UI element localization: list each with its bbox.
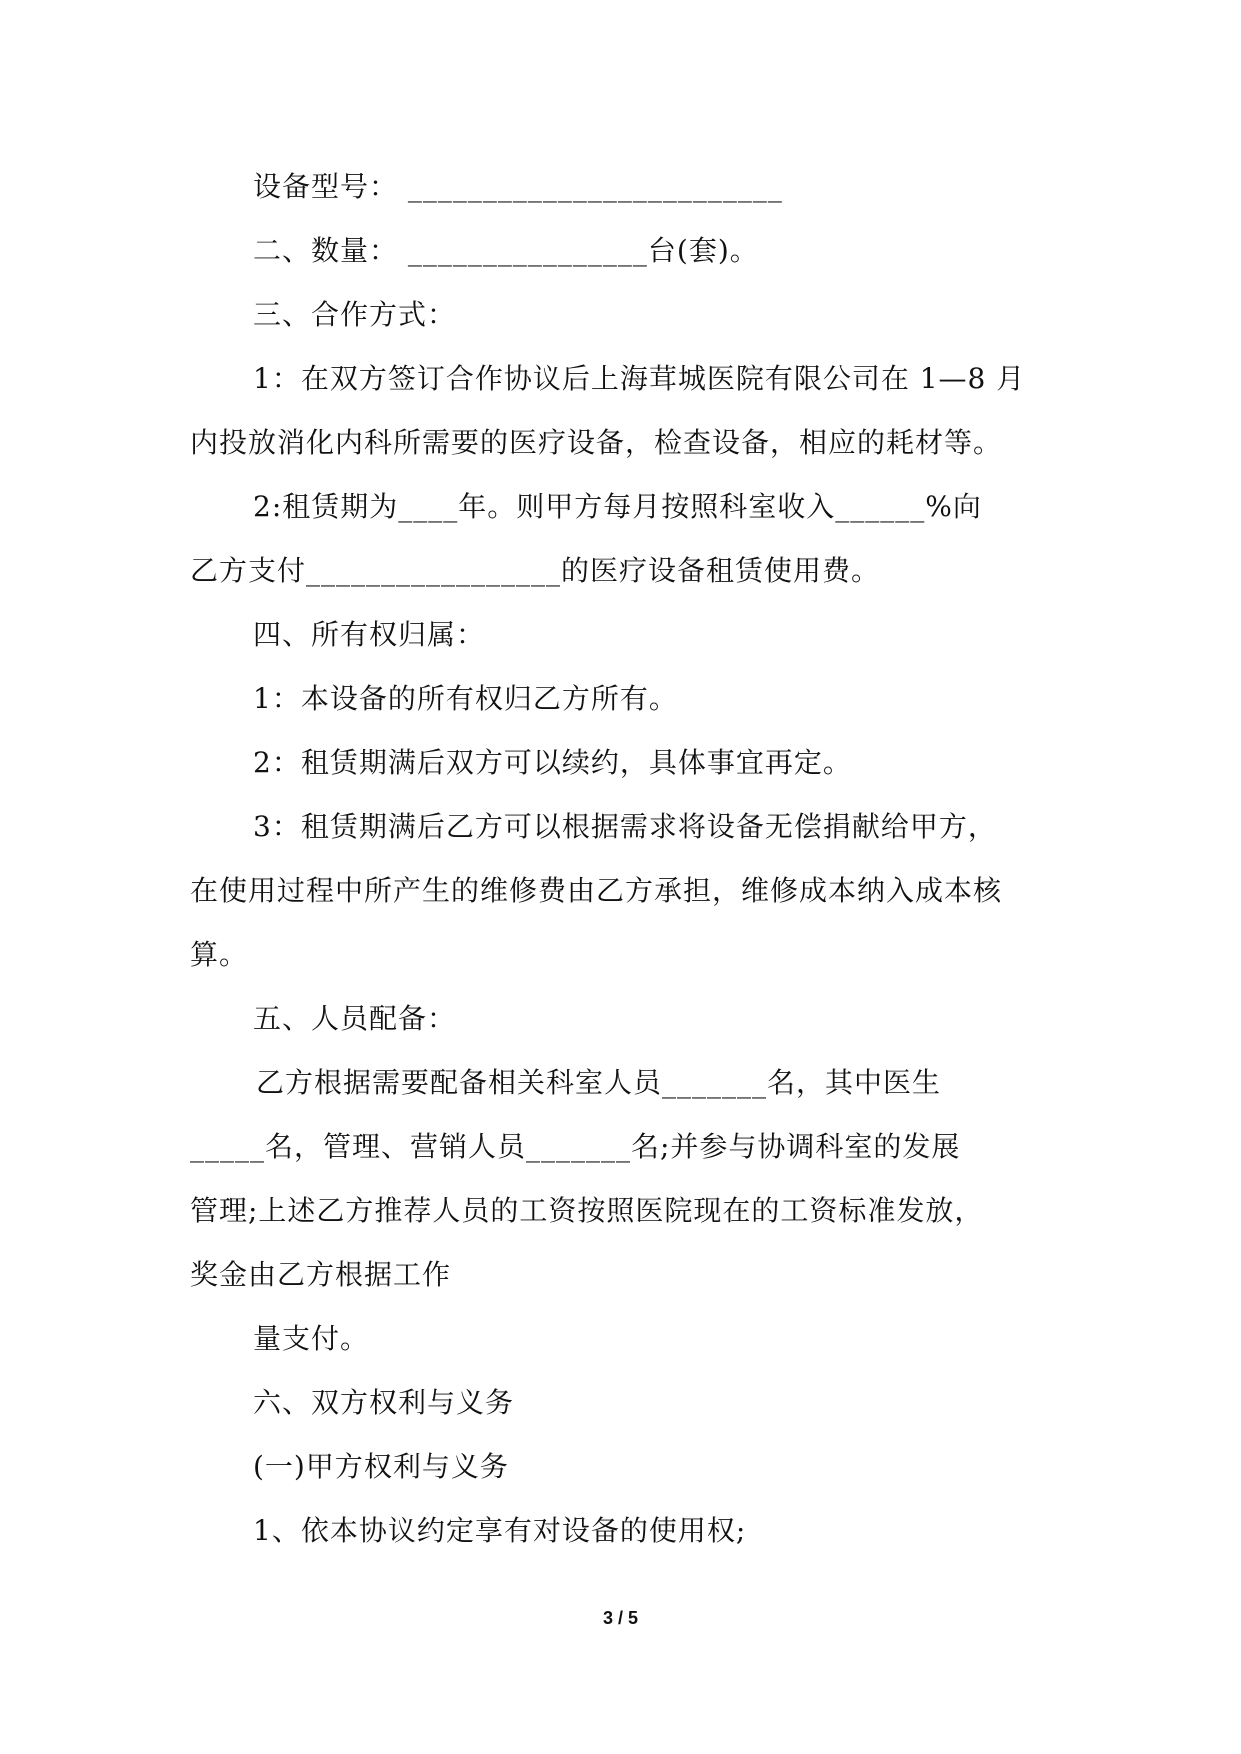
equipment-model-line: 设备型号： _________________________ (253, 170, 783, 203)
paragraph-line: _____名，管理、营销人员_______名;并参与协调科室的发展 (190, 1130, 961, 1163)
paragraph-line: 3：租赁期满后乙方可以根据需求将设备无偿捐献给甲方， (253, 810, 997, 843)
paragraph-line: 1：本设备的所有权归乙方所有。 (253, 682, 678, 715)
paragraph-line: 算。 (190, 938, 249, 971)
quantity-line: 二、数量： ________________台(套)。 (253, 234, 759, 267)
paragraph-line: 1、依本协议约定享有对设备的使用权; (253, 1514, 747, 1547)
section-heading-cooperation: 三、合作方式： (253, 298, 457, 331)
paragraph-line: 内投放消化内科所需要的医疗设备，检查设备，相应的耗材等。 (190, 426, 1003, 459)
subsection-heading-party-a: (一)甲方权利与义务 (253, 1450, 509, 1483)
section-heading-ownership: 四、所有权归属： (253, 618, 486, 651)
paragraph-line: 量支付。 (253, 1322, 370, 1355)
paragraph-line: 奖金由乙方根据工作 (190, 1258, 452, 1291)
paragraph-line: 乙方根据需要配备相关科室人员_______名，其中医生 (256, 1066, 942, 1099)
section-heading-rights: 六、双方权利与义务 (253, 1386, 515, 1419)
section-heading-staffing: 五、人员配备： (253, 1002, 457, 1035)
document-body (190, 155, 1070, 1563)
page-number: 3 / 5 (602, 1608, 639, 1628)
paragraph-line: 乙方支付_________________的医疗设备租赁使用费。 (190, 554, 881, 587)
paragraph-line: 在使用过程中所产生的维修费由乙方承担，维修成本纳入成本核 (190, 874, 1003, 907)
paragraph-line: 2:租赁期为____年。则甲方每月按照科室收入______%向 (253, 490, 982, 523)
paragraph-line: 2：租赁期满后双方可以续约，具体事宜再定。 (253, 746, 852, 779)
paragraph-line: 1：在双方签订合作协议后上海茸城医院有限公司在 1—8 月 (253, 362, 1026, 395)
paragraph-line: 管理;上述乙方推荐人员的工资按照医院现在的工资标准发放， (190, 1194, 984, 1227)
